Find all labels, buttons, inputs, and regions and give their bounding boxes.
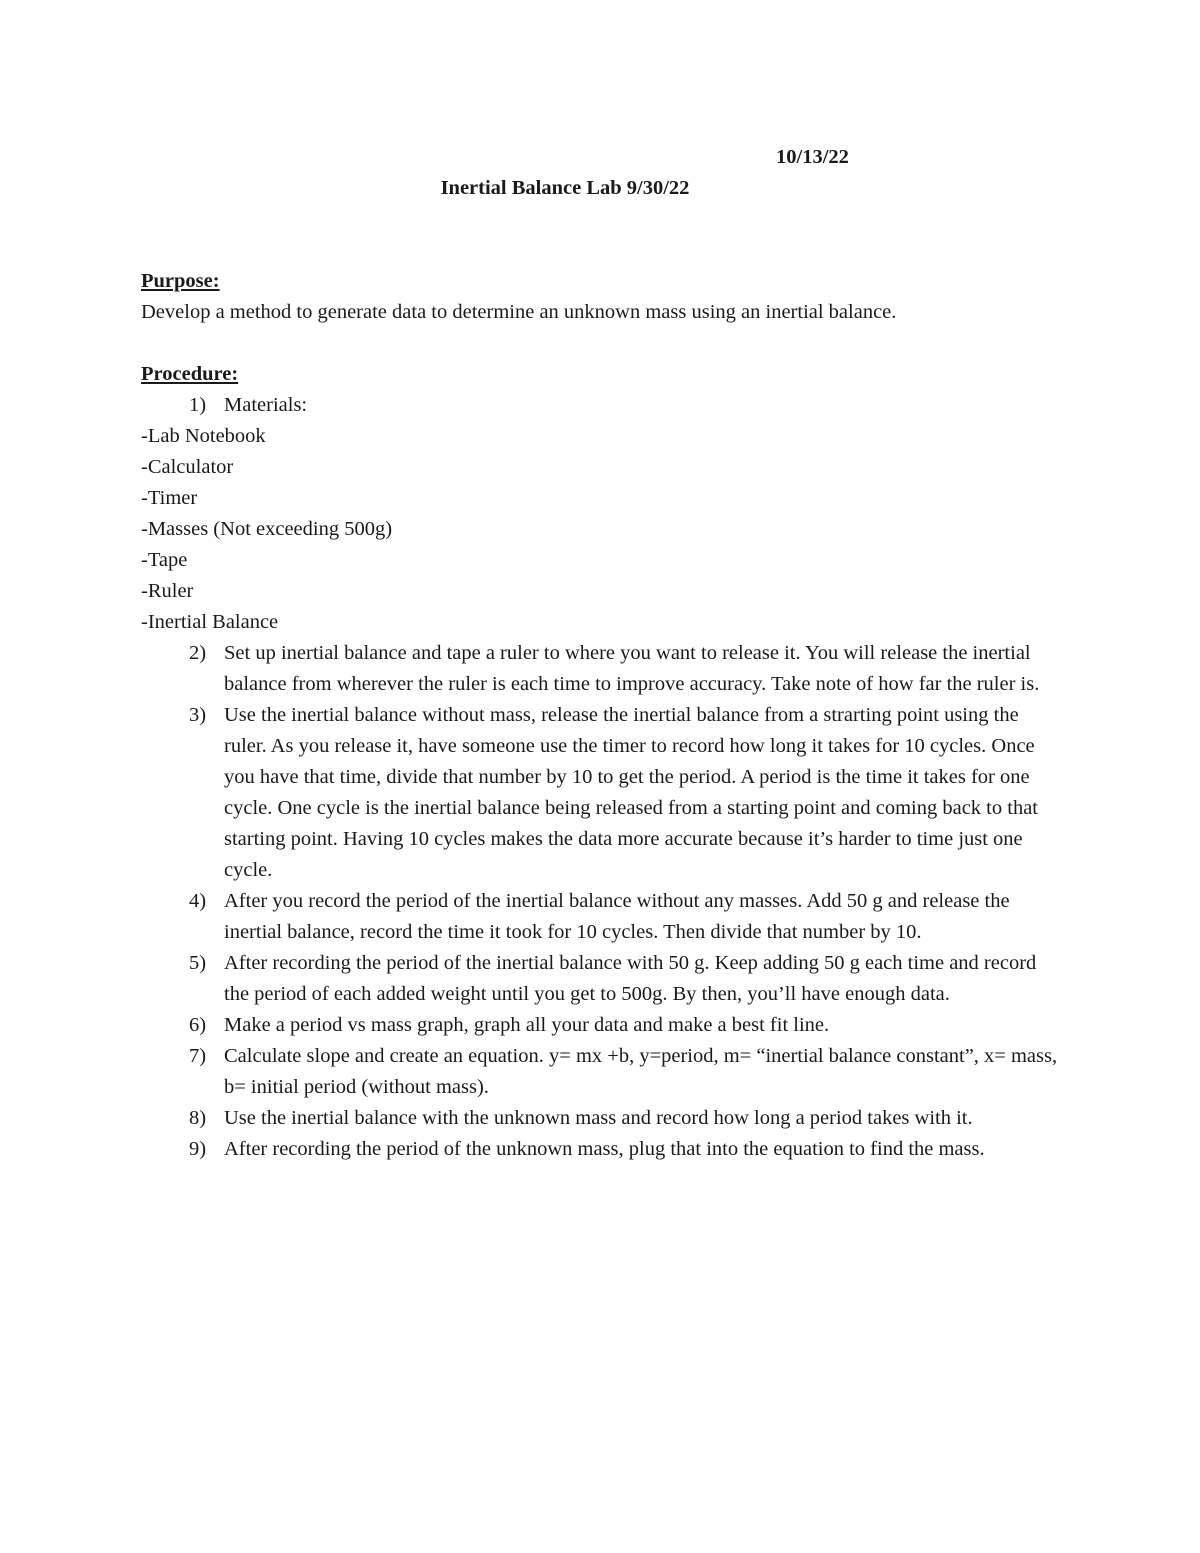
- procedure-step: [141, 700, 1061, 886]
- procedure-steps: [141, 638, 1061, 1165]
- document-date: 10/13/22: [776, 146, 849, 168]
- step-number: 3): [189, 704, 207, 726]
- procedure-step: [141, 948, 1061, 1010]
- procedure-step: [141, 390, 1061, 421]
- step-text: Set up inertial balance and tape a ruler to where you want to release it. You will release the inertial balance from wherever the ruler is each time to improve accuracy. Take note of how far the ruler is.: [224, 642, 1040, 695]
- material-item: -Tape: [141, 549, 188, 571]
- procedure-step: [141, 886, 1061, 948]
- procedure-step: [141, 638, 1061, 700]
- step-text: After you record the period of the inertial balance without any masses. Add 50 g and release the inertial balance, record the time it took for 10 cycles. Then divide that number by 10.: [224, 890, 1010, 943]
- material-item: -Timer: [141, 487, 198, 509]
- procedure-heading: Procedure:: [141, 363, 239, 385]
- material-item: -Inertial Balance: [141, 611, 279, 633]
- section-spacer: [141, 328, 1061, 359]
- procedure-step: [141, 1041, 1061, 1103]
- document-title: Inertial Balance Lab 9/30/22: [440, 177, 690, 199]
- material-item: -Calculator: [141, 456, 234, 478]
- purpose-text: Develop a method to generate data to determine an unknown mass using an inertial balance.: [141, 301, 897, 323]
- procedure-step: [141, 1134, 1061, 1165]
- step-number: 5): [189, 952, 207, 974]
- step-text: Calculate slope and create an equation. y= mx +b, y=period, m= “inertial balance constant”, x= mass, b= initial period (without mass).: [224, 1045, 1058, 1098]
- step-text: Make a period vs mass graph, graph all your data and make a best fit line.: [224, 1014, 830, 1036]
- step-number: 2): [189, 642, 207, 664]
- step-number: 1): [189, 394, 207, 416]
- step-text: Use the inertial balance with the unknown mass and record how long a period takes with it.: [224, 1107, 973, 1129]
- step-number: 6): [189, 1014, 207, 1036]
- material-item: -Ruler: [141, 580, 194, 602]
- procedure-step: [141, 1103, 1061, 1134]
- step-number: 8): [189, 1107, 207, 1129]
- step-text: Materials:: [224, 394, 308, 416]
- step-text: After recording the period of the unknown mass, plug that into the equation to find the mass.: [224, 1138, 985, 1160]
- material-item: -Lab Notebook: [141, 425, 266, 447]
- document-body: [141, 266, 1061, 1165]
- material-item: -Masses (Not exceeding 500g): [141, 518, 393, 540]
- step-text: After recording the period of the inertial balance with 50 g. Keep adding 50 g each time and record the period of each added weight until you get to 500g. By then, you’ll have enough data.: [224, 952, 1037, 1005]
- materials-list: [141, 421, 1061, 638]
- step-number: 4): [189, 890, 207, 912]
- purpose-heading: Purpose:: [141, 270, 220, 292]
- step-text: Use the inertial balance without mass, release the inertial balance from a strarting point using the ruler. As you release it, have someone use the timer to record how long it takes for 10 cycles. Once you have that time, divide that number by 10 to get the period. A period is the time it takes for one cycle. One cycle is the inertial balance being released from a starting point and coming back to that starting point. Having 10 cycles makes the data more accurate because it’s harder to time just one cycle.: [224, 704, 1038, 881]
- step-number: 9): [189, 1138, 207, 1160]
- procedure-step: [141, 1010, 1061, 1041]
- step-number: 7): [189, 1045, 207, 1067]
